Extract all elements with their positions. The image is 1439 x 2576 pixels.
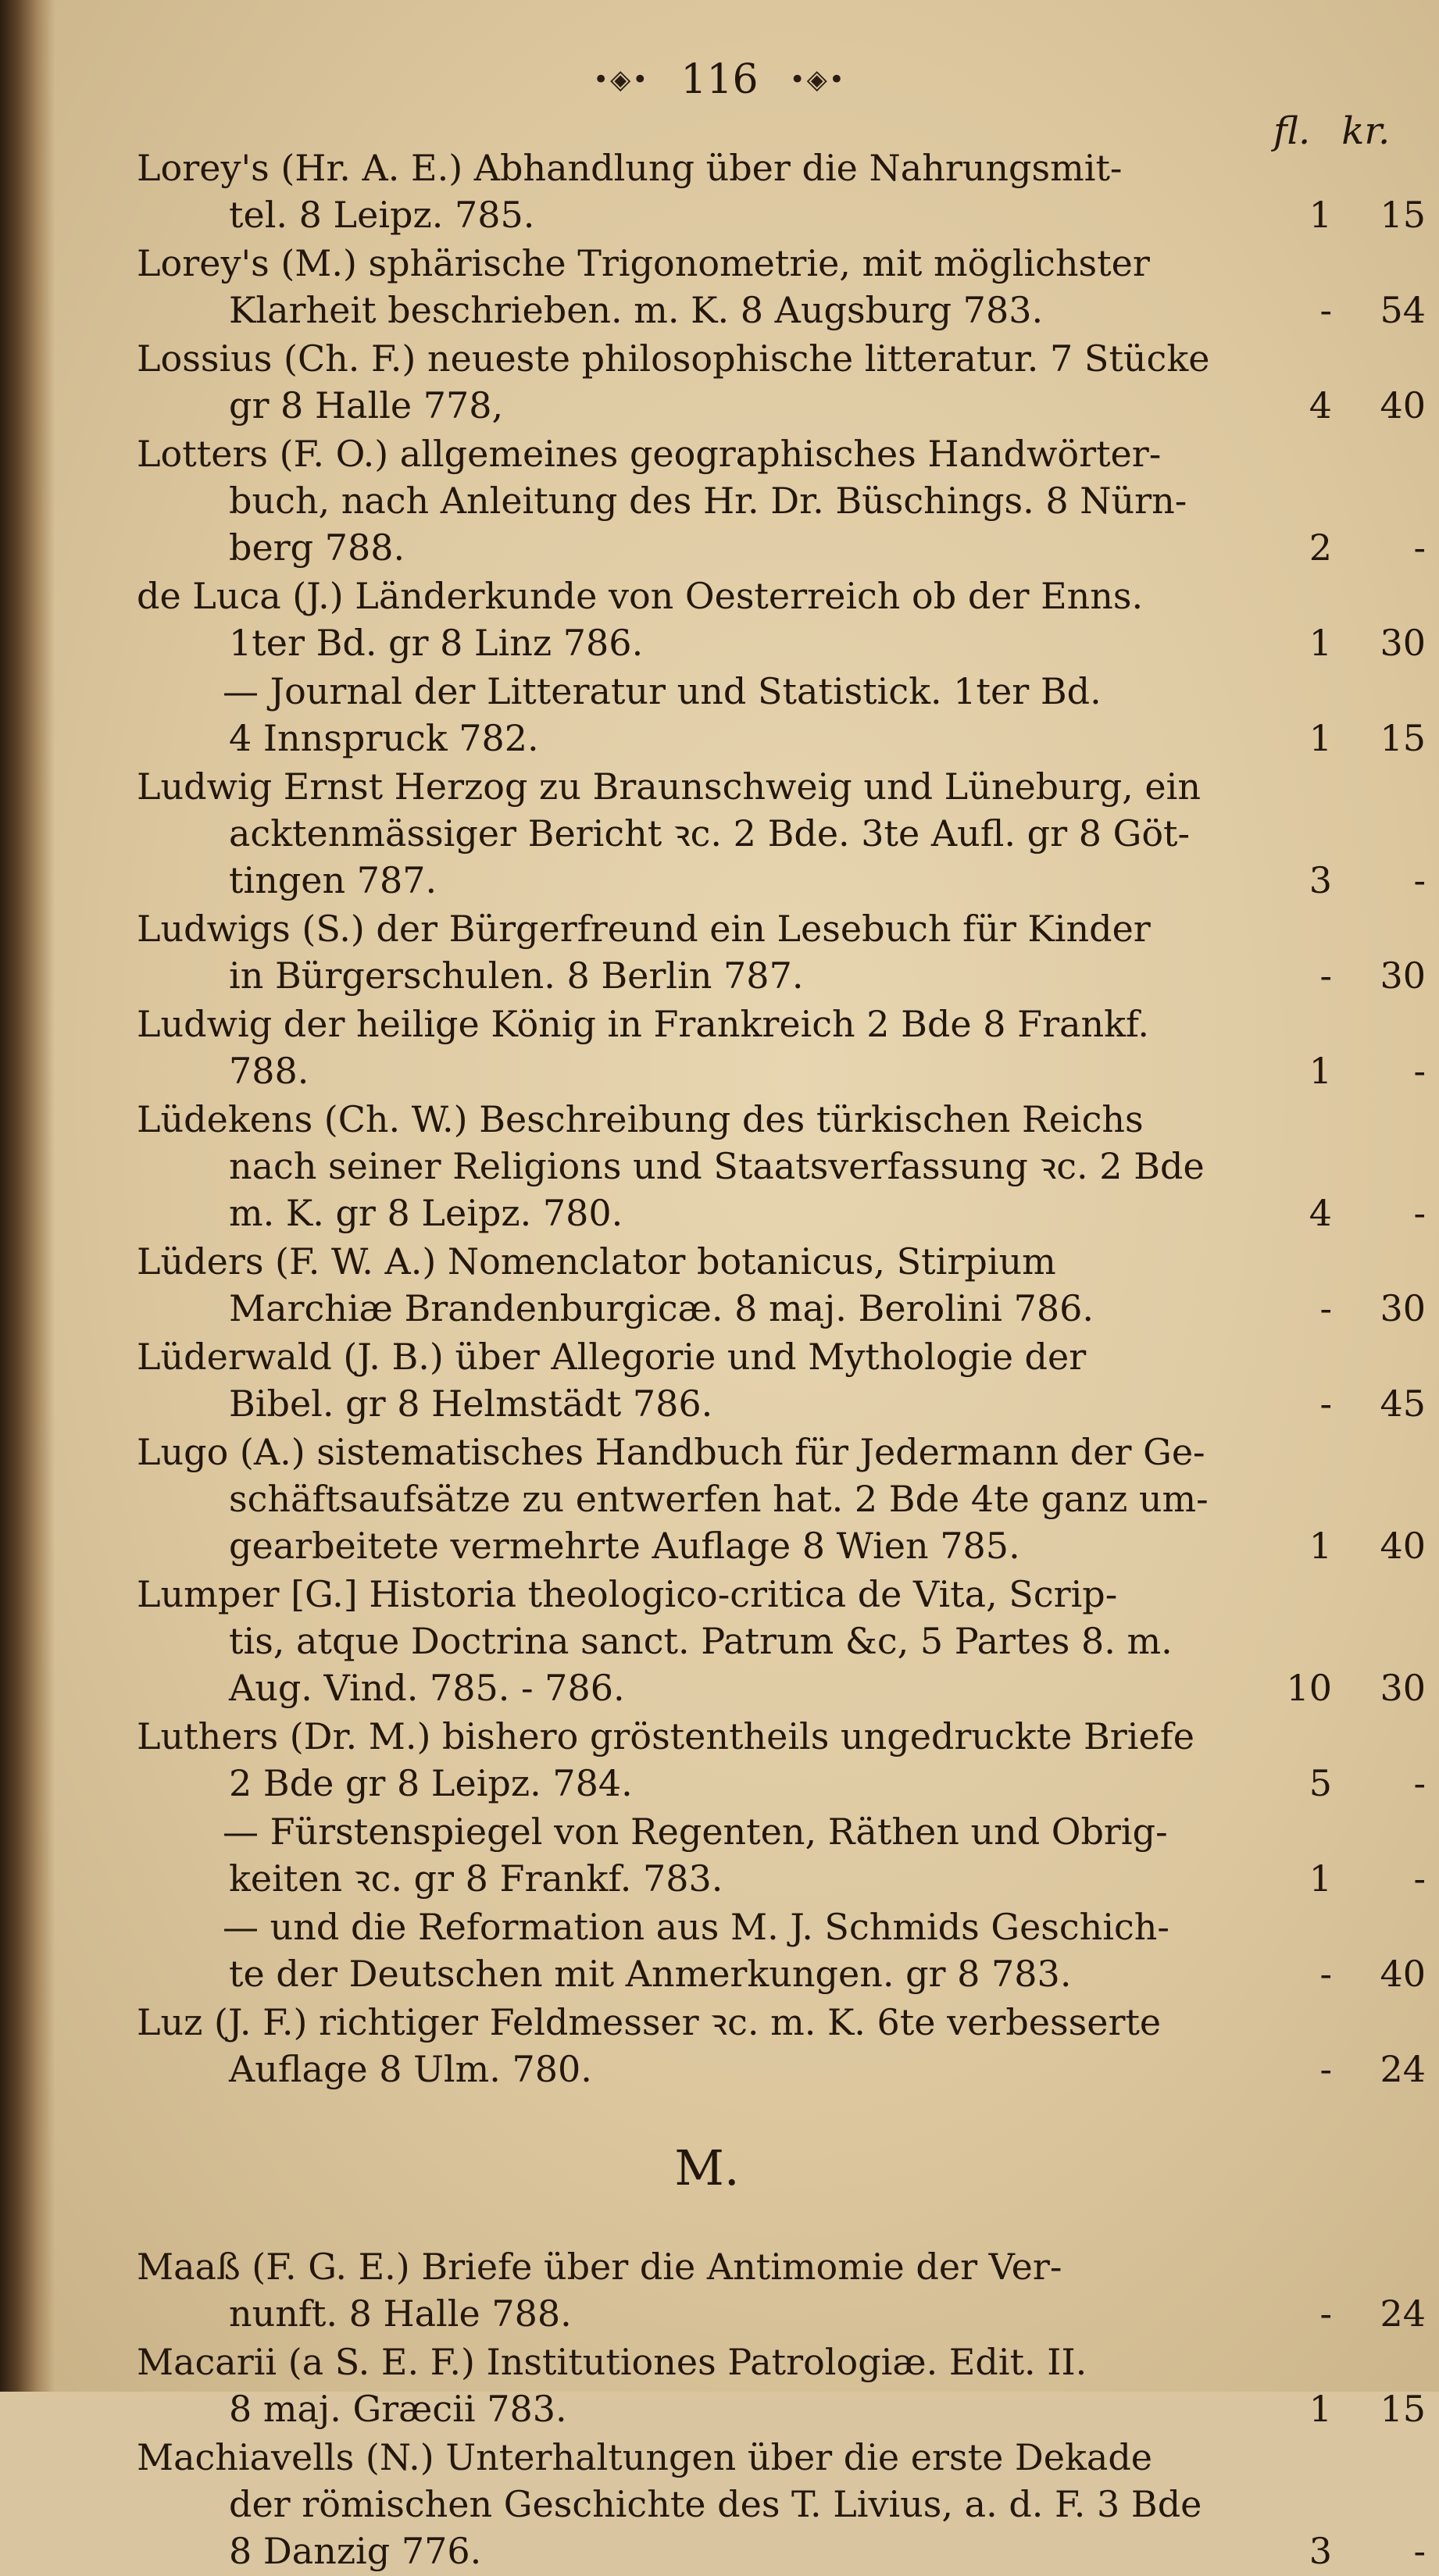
catalog-entry [137,1571,1426,1711]
price-kreuzer: 15 [1380,2388,1426,2430]
price-kreuzer: 40 [1380,384,1426,426]
price-kreuzer: - [1413,1050,1426,1092]
price-florin: - [1319,1953,1332,1995]
column-header-fl: fl. [1273,109,1311,153]
entry-continuation-line: 788. [229,1050,309,1092]
price-florin: 1 [1309,622,1332,664]
price-kreuzer: 24 [1380,2048,1426,2090]
entry-first-line: Lotters (F. O.) allgemeines geographisches Handwörter- [137,433,1162,475]
price-kreuzer: 15 [1380,717,1426,759]
entries-before-section [137,144,1426,2093]
price-florin: 3 [1309,859,1332,901]
entry-first-line: — Fürstenspiegel von Regenten, Räthen und Obrig- [223,1811,1168,1853]
price-florin: - [1319,2048,1332,2090]
entry-continuation-line: in Bürgerschulen. 8 Berlin 787. [229,954,804,997]
catalog-entry [137,1429,1426,1569]
column-header-kr: kr. [1341,109,1391,153]
entry-continuation-line: Bibel. gr 8 Helmstädt 786. [229,1383,713,1425]
entry-first-line: Lossius (Ch. F.) neueste philosophische litteratur. 7 Stücke [137,337,1210,380]
entry-continuation-line: Marchiæ Brandenburgicæ. 8 maj. Berolini 786. [229,1287,1094,1329]
entry-continuation-line: 4 Innspruck 782. [229,717,539,759]
catalog-entry [137,1333,1426,1427]
entry-continuation-line: Aug. Vind. 785. - 786. [229,1667,625,1709]
entry-first-line: Machiavells (N.) Unterhaltungen über die erste Dekade [137,2436,1152,2478]
price-kreuzer: 30 [1380,1287,1426,1329]
entry-continuation-line: buch, nach Anleitung des Hr. Dr. Büschings. 8 Nürn- [229,480,1187,522]
page-number: 116 [680,56,759,103]
entry-first-line: Lorey's (Hr. A. E.) Abhandlung über die Nahrungsmit- [137,147,1123,189]
entry-first-line: — Journal der Litteratur und Statistick. 1ter Bd. [223,670,1102,712]
entry-first-line: de Luca (J.) Länderkunde von Oesterreich ob der Enns. [137,575,1144,617]
price-florin: 1 [1309,2388,1332,2430]
price-kreuzer: - [1413,1762,1426,1804]
price-florin: 3 [1309,2530,1332,2572]
entry-first-line: Lorey's (M.) sphärische Trigonometrie, mit möglichster [137,242,1150,284]
price-kreuzer: 40 [1380,1525,1426,1567]
page-header [0,48,1439,111]
entry-first-line: Luthers (Dr. M.) bishero gröstentheils ungedruckte Briefe [137,1715,1194,1757]
entry-continuation-line: te der Deutschen mit Anmerkungen. gr 8 783. [229,1953,1072,1995]
price-florin: 1 [1309,1525,1332,1567]
price-florin: 1 [1309,194,1332,236]
entry-continuation-line: keiten ꝛc. gr 8 Frankf. 783. [229,1857,723,1900]
price-kreuzer: - [1413,526,1426,569]
price-florin: 1 [1309,717,1332,759]
entry-continuation-line: tel. 8 Leipz. 785. [229,194,535,236]
entry-first-line: Ludwig Ernst Herzog zu Braunschweig und Lüneburg, ein [137,765,1201,808]
catalog-entry [137,2339,1426,2432]
price-florin: - [1319,954,1332,997]
price-column-headers [1273,109,1414,153]
ornament-left: •◈• [593,64,650,95]
entry-continuation-line: berg 788. [229,526,405,569]
price-florin: 1 [1309,1050,1332,1092]
ornament-right: •◈• [789,64,846,95]
catalog-entry [137,1001,1426,1094]
price-kreuzer: 30 [1380,1667,1426,1709]
price-florin: 2 [1309,526,1332,569]
price-kreuzer: 54 [1380,289,1426,331]
catalog-entry [137,905,1426,999]
catalog-entry [137,1096,1426,1236]
entry-continuation-line: 1ter Bd. gr 8 Linz 786. [229,622,644,664]
entry-continuation-line: der römischen Geschichte des T. Livius, a. d. F. 3 Bde [229,2483,1202,2525]
catalog-entry [137,2243,1426,2337]
entry-continuation-line: 8 maj. Græcii 783. [229,2388,567,2430]
entry-first-line: — und die Reformation aus M. J. Schmids Geschich- [223,1906,1169,1948]
catalog-entry [137,144,1426,238]
price-kreuzer: 15 [1380,194,1426,236]
price-kreuzer: 30 [1380,954,1426,997]
price-kreuzer: 45 [1380,1383,1426,1425]
catalog-entry [137,668,1426,762]
entry-first-line: Lumper [G.] Historia theologico-critica de Vita, Scrip- [137,1573,1118,1615]
entry-continuation-line: 2 Bde gr 8 Leipz. 784. [229,1762,633,1804]
price-florin: 4 [1309,384,1332,426]
catalog-entry [137,2434,1426,2574]
entry-first-line: Lüdekens (Ch. W.) Beschreibung des türkischen Reichs [137,1098,1144,1140]
price-florin: 4 [1309,1192,1332,1234]
entry-first-line: Lüderwald (J. B.) über Allegorie und Mythologie der [137,1336,1087,1378]
entry-continuation-line: Auflage 8 Ulm. 780. [229,2048,592,2090]
entry-first-line: Lugo (A.) sistematisches Handbuch für Jedermann der Ge- [137,1431,1205,1473]
entry-continuation-line: schäftsaufsätze zu entwerfen hat. 2 Bde 4te ganz um- [229,1478,1209,1520]
catalog-entry [137,1999,1426,2093]
entry-continuation-line: tis, atque Doctrina sanct. Patrum &c, 5 Partes 8. m. [229,1620,1173,1662]
price-kreuzer: 24 [1380,2292,1426,2335]
entry-continuation-line: Klarheit beschrieben. m. K. 8 Augsburg 783. [229,289,1044,331]
entry-continuation-line: nach seiner Religions und Staatsverfassung ꝛc. 2 Bde [229,1145,1205,1187]
price-kreuzer: - [1413,2530,1426,2572]
catalog-entry [137,240,1426,334]
catalog-entry [137,763,1426,904]
catalog-entries [137,144,1426,2576]
entry-continuation-line: acktenmässiger Bericht ꝛc. 2 Bde. 3te Aufl. gr 8 Göt- [229,812,1191,855]
entry-first-line: Ludwigs (S.) der Bürgerfreund ein Lesebuch für Kinder [137,908,1151,950]
entry-continuation-line: tingen 787. [229,859,437,901]
price-kreuzer: - [1413,1192,1426,1234]
catalog-entry [137,335,1426,429]
entry-continuation-line: nunft. 8 Halle 788. [229,2292,572,2335]
price-kreuzer: - [1413,859,1426,901]
entry-first-line: Luz (J. F.) richtiger Feldmesser ꝛc. m. K. 6te verbesserte [137,2001,1162,2043]
price-florin: 10 [1286,1667,1332,1709]
section-heading: M. [674,2139,740,2196]
price-florin: - [1319,1287,1332,1329]
entry-first-line: Macarii (a S. E. F.) Institutiones Patrologiæ. Edit. II. [137,2341,1087,2383]
price-florin: 1 [1309,1857,1332,1900]
catalog-entry [137,1713,1426,1807]
entries-after-section [137,2243,1426,2574]
entry-first-line: Lüders (F. W. A.) Nomenclator botanicus, Stirpium [137,1240,1056,1283]
price-florin: 5 [1309,1762,1332,1804]
catalog-entry [137,1808,1426,1902]
price-florin: - [1319,1383,1332,1425]
entry-continuation-line: m. K. gr 8 Leipz. 780. [229,1192,623,1234]
book-spine-shadow [0,0,55,2392]
catalog-entry [137,1238,1426,1332]
catalog-entry [137,573,1426,666]
price-florin: - [1319,289,1332,331]
catalog-entry [137,430,1426,571]
catalog-entry [137,1903,1426,1997]
price-kreuzer: 30 [1380,622,1426,664]
entry-continuation-line: gearbeitete vermehrte Auflage 8 Wien 785. [229,1525,1020,1567]
entry-continuation-line: gr 8 Halle 778, [229,384,504,426]
entry-first-line: Ludwig der heilige König in Frankreich 2 Bde 8 Frankf. [137,1003,1149,1045]
entry-continuation-line: 8 Danzig 776. [229,2530,482,2572]
entry-first-line: Maaß (F. G. E.) Briefe über die Antimomie der Ver- [137,2246,1062,2288]
price-kreuzer: - [1413,1857,1426,1900]
price-kreuzer: 40 [1380,1953,1426,1995]
price-florin: - [1319,2292,1332,2335]
